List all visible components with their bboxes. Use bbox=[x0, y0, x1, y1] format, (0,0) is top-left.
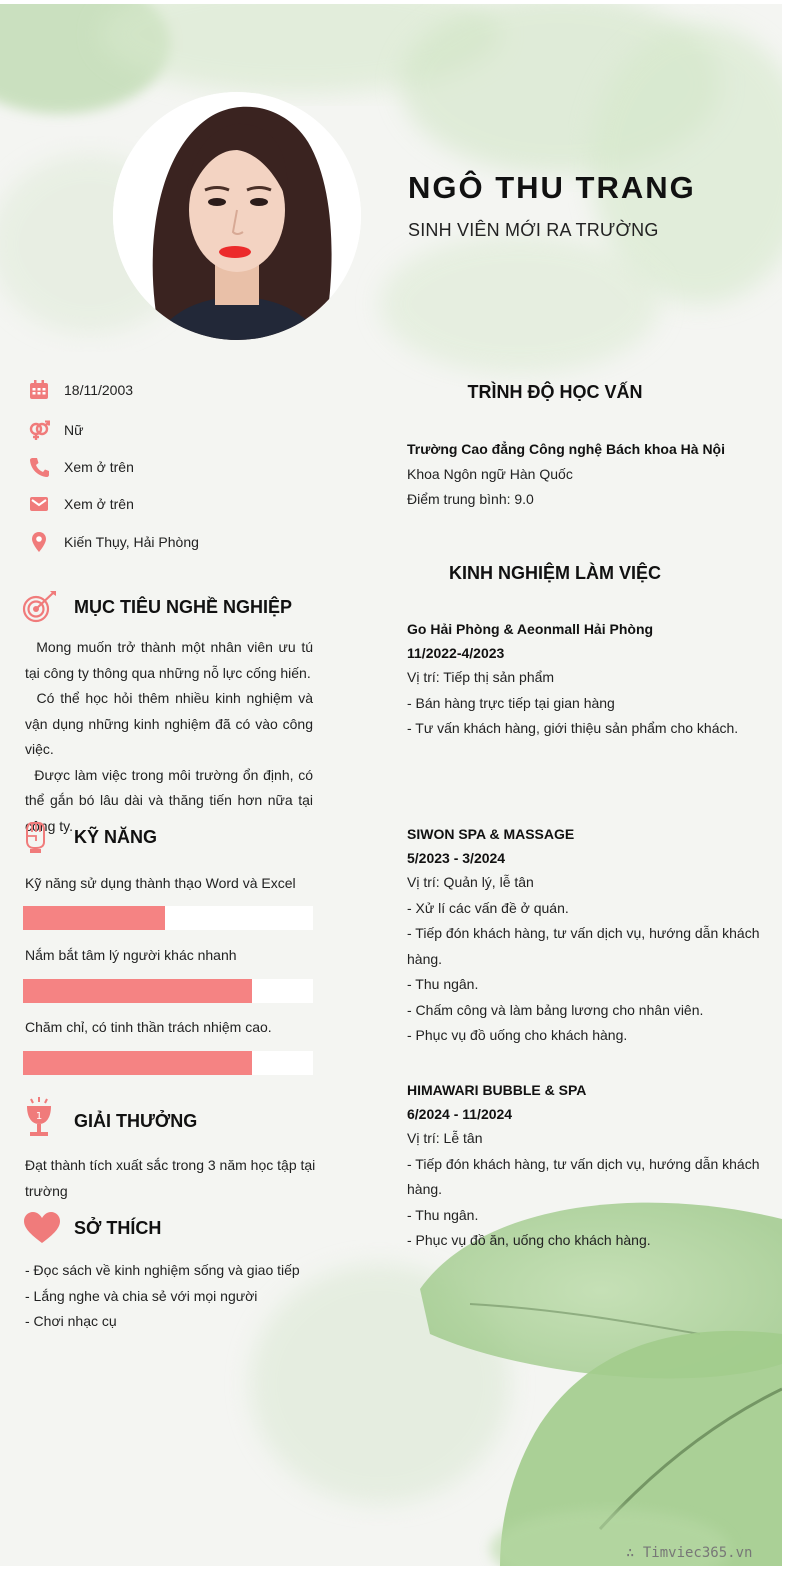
job-detail: Vị trí: Quản lý, lễ tân bbox=[407, 874, 534, 890]
gpa-value: Điểm trung bình: 9.0 bbox=[407, 491, 534, 507]
candidate-title: SINH VIÊN MỚI RA TRƯỜNG bbox=[408, 220, 659, 240]
profile-photo bbox=[113, 92, 361, 340]
skill-bar bbox=[23, 906, 313, 930]
site-watermark: ∴ Timviec365.vn bbox=[626, 1545, 753, 1561]
target-icon bbox=[22, 590, 58, 624]
hobbies-heading bbox=[24, 1212, 161, 1244]
faculty-name: Khoa Ngôn ngữ Hàn Quốc bbox=[407, 465, 573, 482]
skill-label: Kỹ năng sử dụng thành thạo Word và Excel bbox=[25, 875, 296, 891]
fist-icon bbox=[24, 820, 46, 854]
job-entry bbox=[407, 618, 762, 742]
job-detail: - Phục vụ đồ uống cho khách hàng. bbox=[407, 1027, 628, 1043]
skill-bar-fill bbox=[23, 979, 252, 1003]
job-company: Go Hải Phòng & Aeonmall Hải Phòng bbox=[407, 621, 654, 637]
hobby-item: - Đọc sách về kinh nghiệm sống và giao tiếp bbox=[25, 1262, 300, 1278]
map-pin-icon bbox=[28, 531, 50, 553]
skill-bar-fill bbox=[23, 1051, 252, 1075]
job-entry bbox=[407, 1079, 762, 1254]
skill-bar bbox=[23, 1051, 313, 1075]
education-block bbox=[407, 438, 767, 513]
awards-text: Đạt thành tích xuất sắc trong 3 năm học tập tại trường bbox=[25, 1157, 316, 1199]
job-detail: Vị trí: Lễ tân bbox=[407, 1130, 483, 1146]
candidate-name: NGÔ THU TRANG bbox=[408, 170, 696, 205]
hobby-item: - Lắng nghe và chia sẻ với mọi người bbox=[25, 1287, 258, 1304]
job-detail: - Xử lí các vấn đề ở quán. bbox=[407, 899, 569, 916]
birthday-value: 18/11/2003 bbox=[64, 382, 134, 398]
objective-paragraph: Mong muốn trở thành một nhân viên ưu tú tại công ty thông qua những nỗ lực cống hiến. bbox=[25, 639, 317, 681]
job-detail: - Phục vụ đồ ăn, uống cho khách hàng. bbox=[407, 1232, 651, 1248]
phone-value: Xem ở trên bbox=[64, 459, 134, 475]
trophy-icon bbox=[24, 1096, 54, 1140]
skill-label: Nắm bắt tâm lý người khác nhanh bbox=[25, 947, 237, 963]
objective-paragraph: Được làm việc trong môi trường ổn định, có thể gắn bó lâu dài và thăng tiến hơn nữa tại công ty. bbox=[25, 766, 317, 834]
job-period: 6/2024 - 11/2024 bbox=[407, 1105, 513, 1122]
hobbies-list bbox=[25, 1258, 325, 1335]
contact-gender bbox=[28, 418, 83, 442]
envelope-icon bbox=[28, 493, 50, 515]
job-entry bbox=[407, 823, 762, 1049]
job-detail: - Tiếp đón khách hàng, tư vấn dịch vụ, hướng dẫn khách hàng. bbox=[407, 1155, 760, 1197]
school-name: Trường Cao đẳng Công nghệ Bách khoa Hà Nội bbox=[407, 441, 725, 457]
skill-bar-fill bbox=[23, 906, 165, 930]
phone-icon bbox=[28, 456, 50, 478]
contact-birthday bbox=[28, 378, 133, 402]
cv-page bbox=[0, 4, 782, 1566]
contact-phone bbox=[28, 455, 134, 479]
contact-address bbox=[28, 530, 199, 554]
gender-value: Nữ bbox=[64, 422, 84, 438]
heart-icon bbox=[24, 1212, 60, 1244]
education-heading: TRÌNH ĐỘ HỌC VẤN bbox=[467, 382, 643, 402]
skill-label: Chăm chỉ, có tinh thần trách nhiệm cao. bbox=[25, 1019, 272, 1035]
skills-heading bbox=[24, 820, 157, 854]
contact-email bbox=[28, 492, 134, 516]
calendar-icon bbox=[28, 379, 50, 401]
svg-text:1: 1 bbox=[35, 1111, 43, 1122]
job-detail: - Chấm công và làm bảng lương cho nhân viên. bbox=[407, 1001, 704, 1018]
job-period: 5/2023 - 3/2024 bbox=[407, 849, 506, 866]
gender-icon bbox=[28, 419, 50, 441]
hobby-item: - Chơi nhạc cụ bbox=[25, 1313, 117, 1329]
objective-title: MỤC TIÊU NGHỀ NGHIỆP bbox=[74, 596, 293, 617]
job-detail: - Bán hàng trực tiếp tại gian hàng bbox=[407, 694, 615, 711]
job-detail: - Tư vấn khách hàng, giới thiệu sản phẩm cho khách. bbox=[407, 720, 739, 736]
address-value: Kiến Thụy, Hải Phòng bbox=[64, 534, 199, 550]
objective-paragraph: Có thể học hỏi thêm nhiều kinh nghiệm và vận dụng những kinh nghiệm đã có vào công việc. bbox=[25, 690, 317, 757]
email-value: Xem ở trên bbox=[64, 496, 134, 512]
job-company: HIMAWARI BUBBLE & SPA bbox=[407, 1082, 587, 1098]
job-detail: - Thu ngân. bbox=[407, 1206, 479, 1223]
job-detail: - Tiếp đón khách hàng, tư vấn dịch vụ, hướng dẫn khách hàng. bbox=[407, 925, 760, 967]
awards-heading bbox=[24, 1096, 197, 1140]
job-company: SIWON SPA & MASSAGE bbox=[407, 826, 575, 842]
skill-bar bbox=[23, 979, 313, 1003]
objective-heading bbox=[22, 590, 292, 624]
experience-heading: KINH NGHIỆM LÀM VIỆC bbox=[448, 563, 661, 583]
skills-title: KỸ NĂNG bbox=[74, 826, 158, 847]
job-period: 11/2022-4/2023 bbox=[407, 644, 505, 661]
hobbies-title: SỞ THÍCH bbox=[74, 1217, 162, 1238]
objective-text bbox=[25, 635, 317, 839]
job-detail: - Thu ngân. bbox=[407, 976, 479, 992]
job-detail: Vị trí: Tiếp thị sản phẩm bbox=[407, 669, 555, 685]
awards-title: GIẢI THƯỞNG bbox=[74, 1110, 198, 1131]
